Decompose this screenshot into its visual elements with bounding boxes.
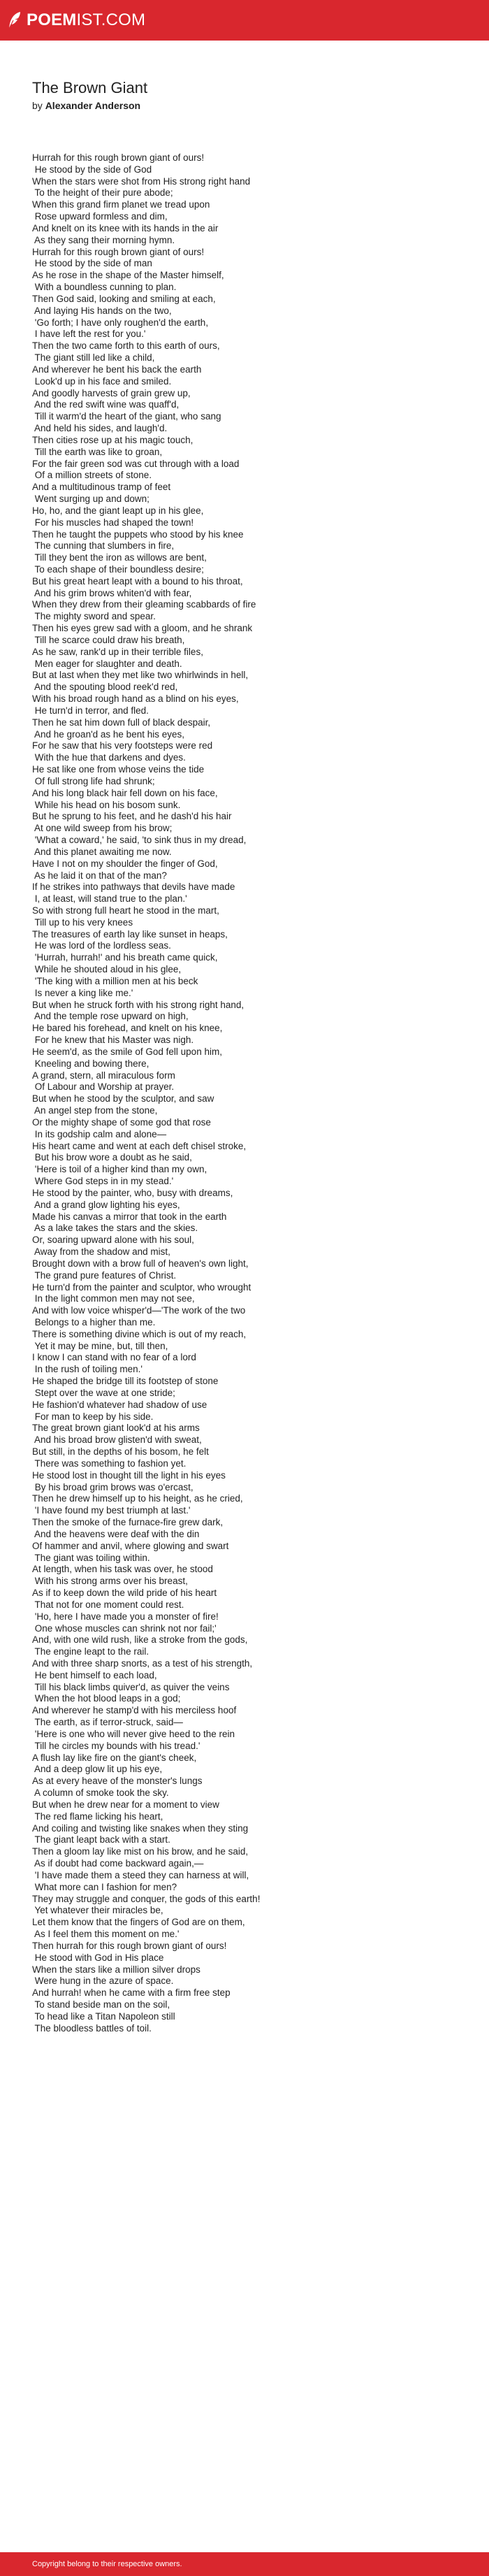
poem-line: Then hurrah for this rough brown giant of ours!: [32, 1940, 227, 1951]
poem-line: 'What a coward,' he said, 'to sink thus in my dread,: [32, 835, 247, 846]
poem-line: 'Hurrah, hurrah!' and his breath came quick,: [32, 952, 218, 963]
poem-line: To each shape of their boundless desire;: [32, 563, 204, 575]
poem-line: 'Here is one who will never give heed to the rein: [32, 1728, 235, 1739]
poem-line: Went surging up and down;: [32, 494, 149, 505]
poem-line: A column of smoke took the sky.: [32, 1787, 169, 1799]
poem-line: One whose muscles can shrink not nor fail;': [32, 1622, 217, 1634]
poem-line: He bent himself to each load,: [32, 1669, 157, 1681]
poem-line: Then God said, looking and smiling at each,: [32, 293, 216, 304]
poem-line: Let them know that the fingers of God are on them,: [32, 1917, 245, 1928]
poem-line: He stood by the side of God: [32, 164, 152, 175]
poem-line: When this grand firm planet we tread upon: [32, 199, 210, 210]
poem-line: With his strong arms over his breast,: [32, 1576, 188, 1587]
poem-line: He shaped the bridge till its footstep of stone: [32, 1376, 219, 1387]
poem-line: And laying His hands on the two,: [32, 305, 172, 316]
poem-line: Then he sat him down full of black despair,: [32, 717, 211, 728]
poem-line: As they sang their morning hymn.: [32, 234, 175, 245]
poem-line: Then he taught the puppets who stood by his knee: [32, 528, 244, 540]
poem-line: He stood by the painter, who, busy with dreams,: [32, 1187, 233, 1198]
poem-line: He turn'd in terror, and fled.: [32, 705, 149, 716]
poem-line: He was lord of the lordless seas.: [32, 940, 171, 951]
poem-line: The treasures of earth lay like sunset in heaps,: [32, 928, 228, 940]
poem-line: And the spouting blood reek'd red,: [32, 682, 178, 693]
poem-line: If he strikes into pathways that devils have made: [32, 882, 235, 893]
poem-line: And with three sharp snorts, as a test of his strength,: [32, 1658, 253, 1669]
poem-line: That not for one moment could rest.: [32, 1599, 184, 1610]
poem-line: And his broad brow glisten'd with sweat,: [32, 1434, 202, 1446]
poem-line: And the temple rose upward on high,: [32, 1011, 189, 1022]
poem-line: He stood lost in thought till the light in his eyes: [32, 1469, 226, 1481]
poem-line: But his brow wore a doubt as he said,: [32, 1152, 192, 1163]
poem-line: Till up to his very knees: [32, 916, 133, 928]
poem-line: Away from the shadow and mist,: [32, 1246, 170, 1258]
poem-line: 'I have made them a steed they can harness at will,: [32, 1869, 249, 1880]
poem-line: With the hue that darkens and dyes.: [32, 752, 186, 763]
poem-line: Then the two came forth to this earth of ours,: [32, 340, 220, 352]
poem-line: I have left the rest for you.': [32, 329, 146, 340]
poem-line: For he saw that his very footsteps were red: [32, 740, 213, 751]
poem-line: Till it warm'd the heart of the giant, who sang: [32, 411, 221, 422]
poem-line: To head like a Titan Napoleon still: [32, 2010, 175, 2022]
poem-line: And a deep glow lit up his eye,: [32, 1764, 163, 1775]
poem-line: Hurrah for this rough brown giant of ours!: [32, 246, 205, 257]
poem-line: What more can I fashion for men?: [32, 1881, 177, 1892]
poem-line: 'The king with a million men at his beck: [32, 975, 198, 986]
poem-line: Have I not on my shoulder the finger of God,: [32, 858, 218, 869]
poem-line: And knelt on its knee with its hands in the air: [32, 222, 219, 233]
poem-line: As he saw, rank'd up in their terrible files,: [32, 646, 203, 657]
poem-line: Hurrah for this rough brown giant of ours!: [32, 152, 205, 163]
poem-line: When the stars like a million silver drops: [32, 1964, 200, 1975]
poem-line: And his long black hair fell down on his face,: [32, 787, 218, 798]
poem-line: As if doubt had come backward again,—: [32, 1858, 204, 1869]
poem-line: As at every heave of the monster's lungs: [32, 1776, 203, 1787]
poem-line: An angel step from the stone,: [32, 1105, 158, 1116]
poem-line: While his head on his bosom sunk.: [32, 799, 181, 810]
poem-line: Till he scarce could draw his breath,: [32, 634, 185, 645]
poem-line: He sat like one from whose veins the tide: [32, 764, 205, 775]
poem-line: Yet whatever their miracles be,: [32, 1905, 163, 1916]
poem-line: And this planet awaiting me now.: [32, 846, 172, 857]
poem-line: At length, when his task was over, he stood: [32, 1564, 213, 1575]
site-logo-text: [27, 10, 145, 31]
poem-body: [32, 152, 458, 2035]
poem-line: When they drew from their gleaming scabbards of fire: [32, 599, 256, 610]
poem-line: But his great heart leapt with a bound to his throat,: [32, 575, 243, 587]
logo-text-bold: POEM: [27, 10, 77, 29]
top-header-bar: [0, 0, 489, 41]
poem-line: Made his canvas a mirror that took in the earth: [32, 1211, 227, 1222]
poem-line: When the hot blood leaps in a god;: [32, 1693, 181, 1704]
poem-line: And coiling and twisting like snakes when they sting: [32, 1822, 249, 1834]
poem-title: The Brown Giant: [32, 79, 148, 96]
poem-line: The red flame licking his heart,: [32, 1811, 163, 1822]
poem-line: 'I have found my best triumph at last.': [32, 1505, 191, 1516]
poem-line: The grand pure features of Christ.: [32, 1269, 177, 1281]
poem-line: But still, in the depths of his bosom, he felt: [32, 1446, 209, 1458]
quill-icon: [7, 11, 22, 29]
poem-line: Till they bent the iron as willows are bent,: [32, 552, 207, 563]
poem-line: By his broad grim brows was o'ercast,: [32, 1481, 194, 1492]
poem-line: But when he struck forth with his strong right hand,: [32, 999, 245, 1010]
poem-byline: [32, 99, 458, 113]
poem-header: [32, 78, 458, 113]
poem-line: And the red swift wine was quaff'd,: [32, 399, 180, 410]
poem-line: Is never a king like me.': [32, 987, 133, 998]
poem-line: He stood with God in His place: [32, 1952, 164, 1963]
poem-line: Brought down with a brow full of heaven's own light,: [32, 1258, 249, 1269]
poem-line: He fashion'd whatever had shadow of use: [32, 1399, 207, 1410]
poem-line: As a lake takes the stars and the skies.: [32, 1223, 198, 1234]
poem-line: Then he drew himself up to his height, as he cried,: [32, 1493, 243, 1504]
poem-line: In its godship calm and alone—: [32, 1128, 167, 1139]
poem-line: He stood by the side of man: [32, 258, 152, 269]
poem-line: To stand beside man on the soil,: [32, 1999, 170, 2010]
poem-line: There was something to fashion yet.: [32, 1458, 187, 1469]
poem-line: So with strong full heart he stood in the mart,: [32, 905, 219, 916]
poem-line: Till he circles my bounds with his tread.': [32, 1740, 200, 1751]
poem-line: He seem'd, as the smile of God fell upon him,: [32, 1046, 222, 1057]
poem-line: Men eager for slaughter and death.: [32, 658, 182, 669]
poem-line: His heart came and went at each deft chisel stroke,: [32, 1140, 247, 1151]
poem-line: The giant was toiling within.: [32, 1552, 150, 1563]
poem-line: But at last when they met like two whirlwinds in hell,: [32, 670, 249, 681]
poem-line: And a grand glow lighting his eyes,: [32, 1199, 180, 1210]
poem-line: With a boundless cunning to plan.: [32, 282, 177, 293]
poem-line: A flush lay like fire on the giant's cheek,: [32, 1752, 197, 1763]
poem-line: Of Labour and Worship at prayer.: [32, 1081, 175, 1093]
poem-line: Of hammer and anvil, where glowing and swart: [32, 1540, 229, 1551]
poem-line: And wherever he bent his back the earth: [32, 364, 202, 375]
poem-line: At one wild sweep from his brow;: [32, 823, 173, 834]
poem-line: 'Ho, here I have made you a monster of fire!: [32, 1611, 219, 1622]
poem-line: As I feel them this moment on me.': [32, 1929, 180, 1940]
poem-line: But he sprung to his feet, and he dash'd his hair: [32, 811, 232, 822]
poem-line: Were hung in the azure of space.: [32, 1976, 174, 1987]
poem-line: And his grim brows whiten'd with fear,: [32, 587, 192, 598]
poem-line: The great brown giant look'd at his arms: [32, 1423, 200, 1434]
poem-line: He bared his forehead, and knelt on his knee,: [32, 1023, 223, 1034]
poem-line: Yet it may be mine, but, till then,: [32, 1340, 168, 1351]
author-link[interactable]: Alexander Anderson: [45, 100, 141, 111]
poem-line: Of full strong life had shrunk;: [32, 775, 155, 786]
poem-line: With his broad rough hand as a blind on his eyes,: [32, 693, 239, 705]
poem-line: As he laid it on that of the man?: [32, 870, 167, 881]
by-label: by: [32, 100, 43, 111]
poem-line: A grand, stern, all miraculous form: [32, 1070, 175, 1081]
poem-line: And with low voice whisper'd—'The work of the two: [32, 1305, 246, 1316]
poem-line: Or, soaring upward alone with his soul,: [32, 1235, 194, 1246]
poem-line: He turn'd from the painter and sculptor, who wrought: [32, 1281, 251, 1293]
poem-line: While he shouted aloud in his glee,: [32, 964, 182, 975]
poem-line: Till his black limbs quiver'd, as quiver the veins: [32, 1681, 230, 1692]
poem-line: The mighty sword and spear.: [32, 611, 156, 622]
poem-line: And held his sides, and laugh'd.: [32, 423, 168, 434]
poem-line: And a multitudinous tramp of feet: [32, 482, 171, 493]
poem-line: When the stars were shot from His strong right hand: [32, 175, 251, 187]
poem-line: Where God steps in in my stead.': [32, 1176, 174, 1187]
poem-line: Of a million streets of stone.: [32, 470, 152, 481]
poem-line: And hurrah! when he came with a firm free step: [32, 1987, 231, 1999]
poem-line: The engine leapt to the rail.: [32, 1646, 149, 1657]
poem-line: As if to keep down the wild pride of his heart: [32, 1588, 217, 1599]
poem-line: In the light common men may not see,: [32, 1293, 195, 1304]
site-logo[interactable]: [7, 10, 145, 31]
poem-line: I, at least, will stand true to the plan.': [32, 893, 187, 905]
poem-line: They may struggle and conquer, the gods of this earth!: [32, 1893, 261, 1904]
poem-line: But when he drew near for a moment to view: [32, 1799, 219, 1810]
poem-line: Then his eyes grew sad with a gloom, and he shrank: [32, 623, 253, 634]
poem-line: Then the smoke of the furnace-fire grew dark,: [32, 1517, 224, 1528]
poem-line: There is something divine which is out of my reach,: [32, 1328, 247, 1339]
poem-line: Ho, ho, and the giant leapt up in his glee,: [32, 505, 204, 516]
poem-line: Belongs to a higher than me.: [32, 1316, 156, 1327]
poem-line: And goodly harvests of grain grew up,: [32, 387, 191, 398]
poem-line: The bloodless battles of toil.: [32, 2022, 152, 2034]
poem-line: In the rush of toiling men.': [32, 1364, 143, 1375]
poem-line: And, with one wild rush, like a stroke from the gods,: [32, 1634, 248, 1646]
poem-line: Or the mighty shape of some god that rose: [32, 1116, 211, 1128]
poem-line: The earth, as if terror-struck, said—: [32, 1717, 183, 1728]
poem-line: The giant leapt back with a start.: [32, 1834, 170, 1845]
poem-line: For his muscles had shaped the town!: [32, 517, 194, 528]
poem-line: 'Here is toil of a higher kind than my own,: [32, 1164, 207, 1175]
poem-line: And he groan'd as he bent his eyes,: [32, 728, 184, 740]
poem-line: As he rose in the shape of the Master himself,: [32, 270, 224, 281]
poem-line: Stept over the wave at one stride;: [32, 1387, 175, 1398]
poem-line: Then a gloom lay like mist on his brow, and he said,: [32, 1846, 249, 1857]
poem-line: And the heavens were deaf with the din: [32, 1528, 200, 1539]
poem-line: For man to keep by his side.: [32, 1411, 154, 1422]
poem-line: For the fair green sod was cut through with a load: [32, 458, 240, 469]
poem-line: But when he stood by the sculptor, and saw: [32, 1093, 214, 1104]
page-footer: [0, 2552, 489, 2576]
copyright-text: Copyright belong to their respective owners.: [32, 2560, 182, 2568]
poem-line: Look'd up in his face and smiled.: [32, 375, 172, 387]
poem-line: Till the earth was like to groan,: [32, 446, 163, 457]
poem-line: The cunning that slumbers in fire,: [32, 540, 175, 552]
logo-text-light: IST.COM: [76, 10, 146, 29]
poem-line: For he knew that his Master was nigh.: [32, 1035, 194, 1046]
poem-line: Kneeling and bowing there,: [32, 1058, 149, 1069]
poem-line: To the height of their pure abode;: [32, 187, 173, 199]
poem-line: And wherever he stamp'd with his merciless hoof: [32, 1705, 237, 1716]
poem-line: Rose upward formless and dim,: [32, 211, 168, 222]
poem-line: Then cities rose up at his magic touch,: [32, 434, 194, 445]
poem-line: The giant still led like a child,: [32, 352, 155, 364]
poem-line: 'Go forth; I have only roughen'd the earth,: [32, 317, 209, 328]
poem-line: I know I can stand with no fear of a lord: [32, 1352, 196, 1363]
